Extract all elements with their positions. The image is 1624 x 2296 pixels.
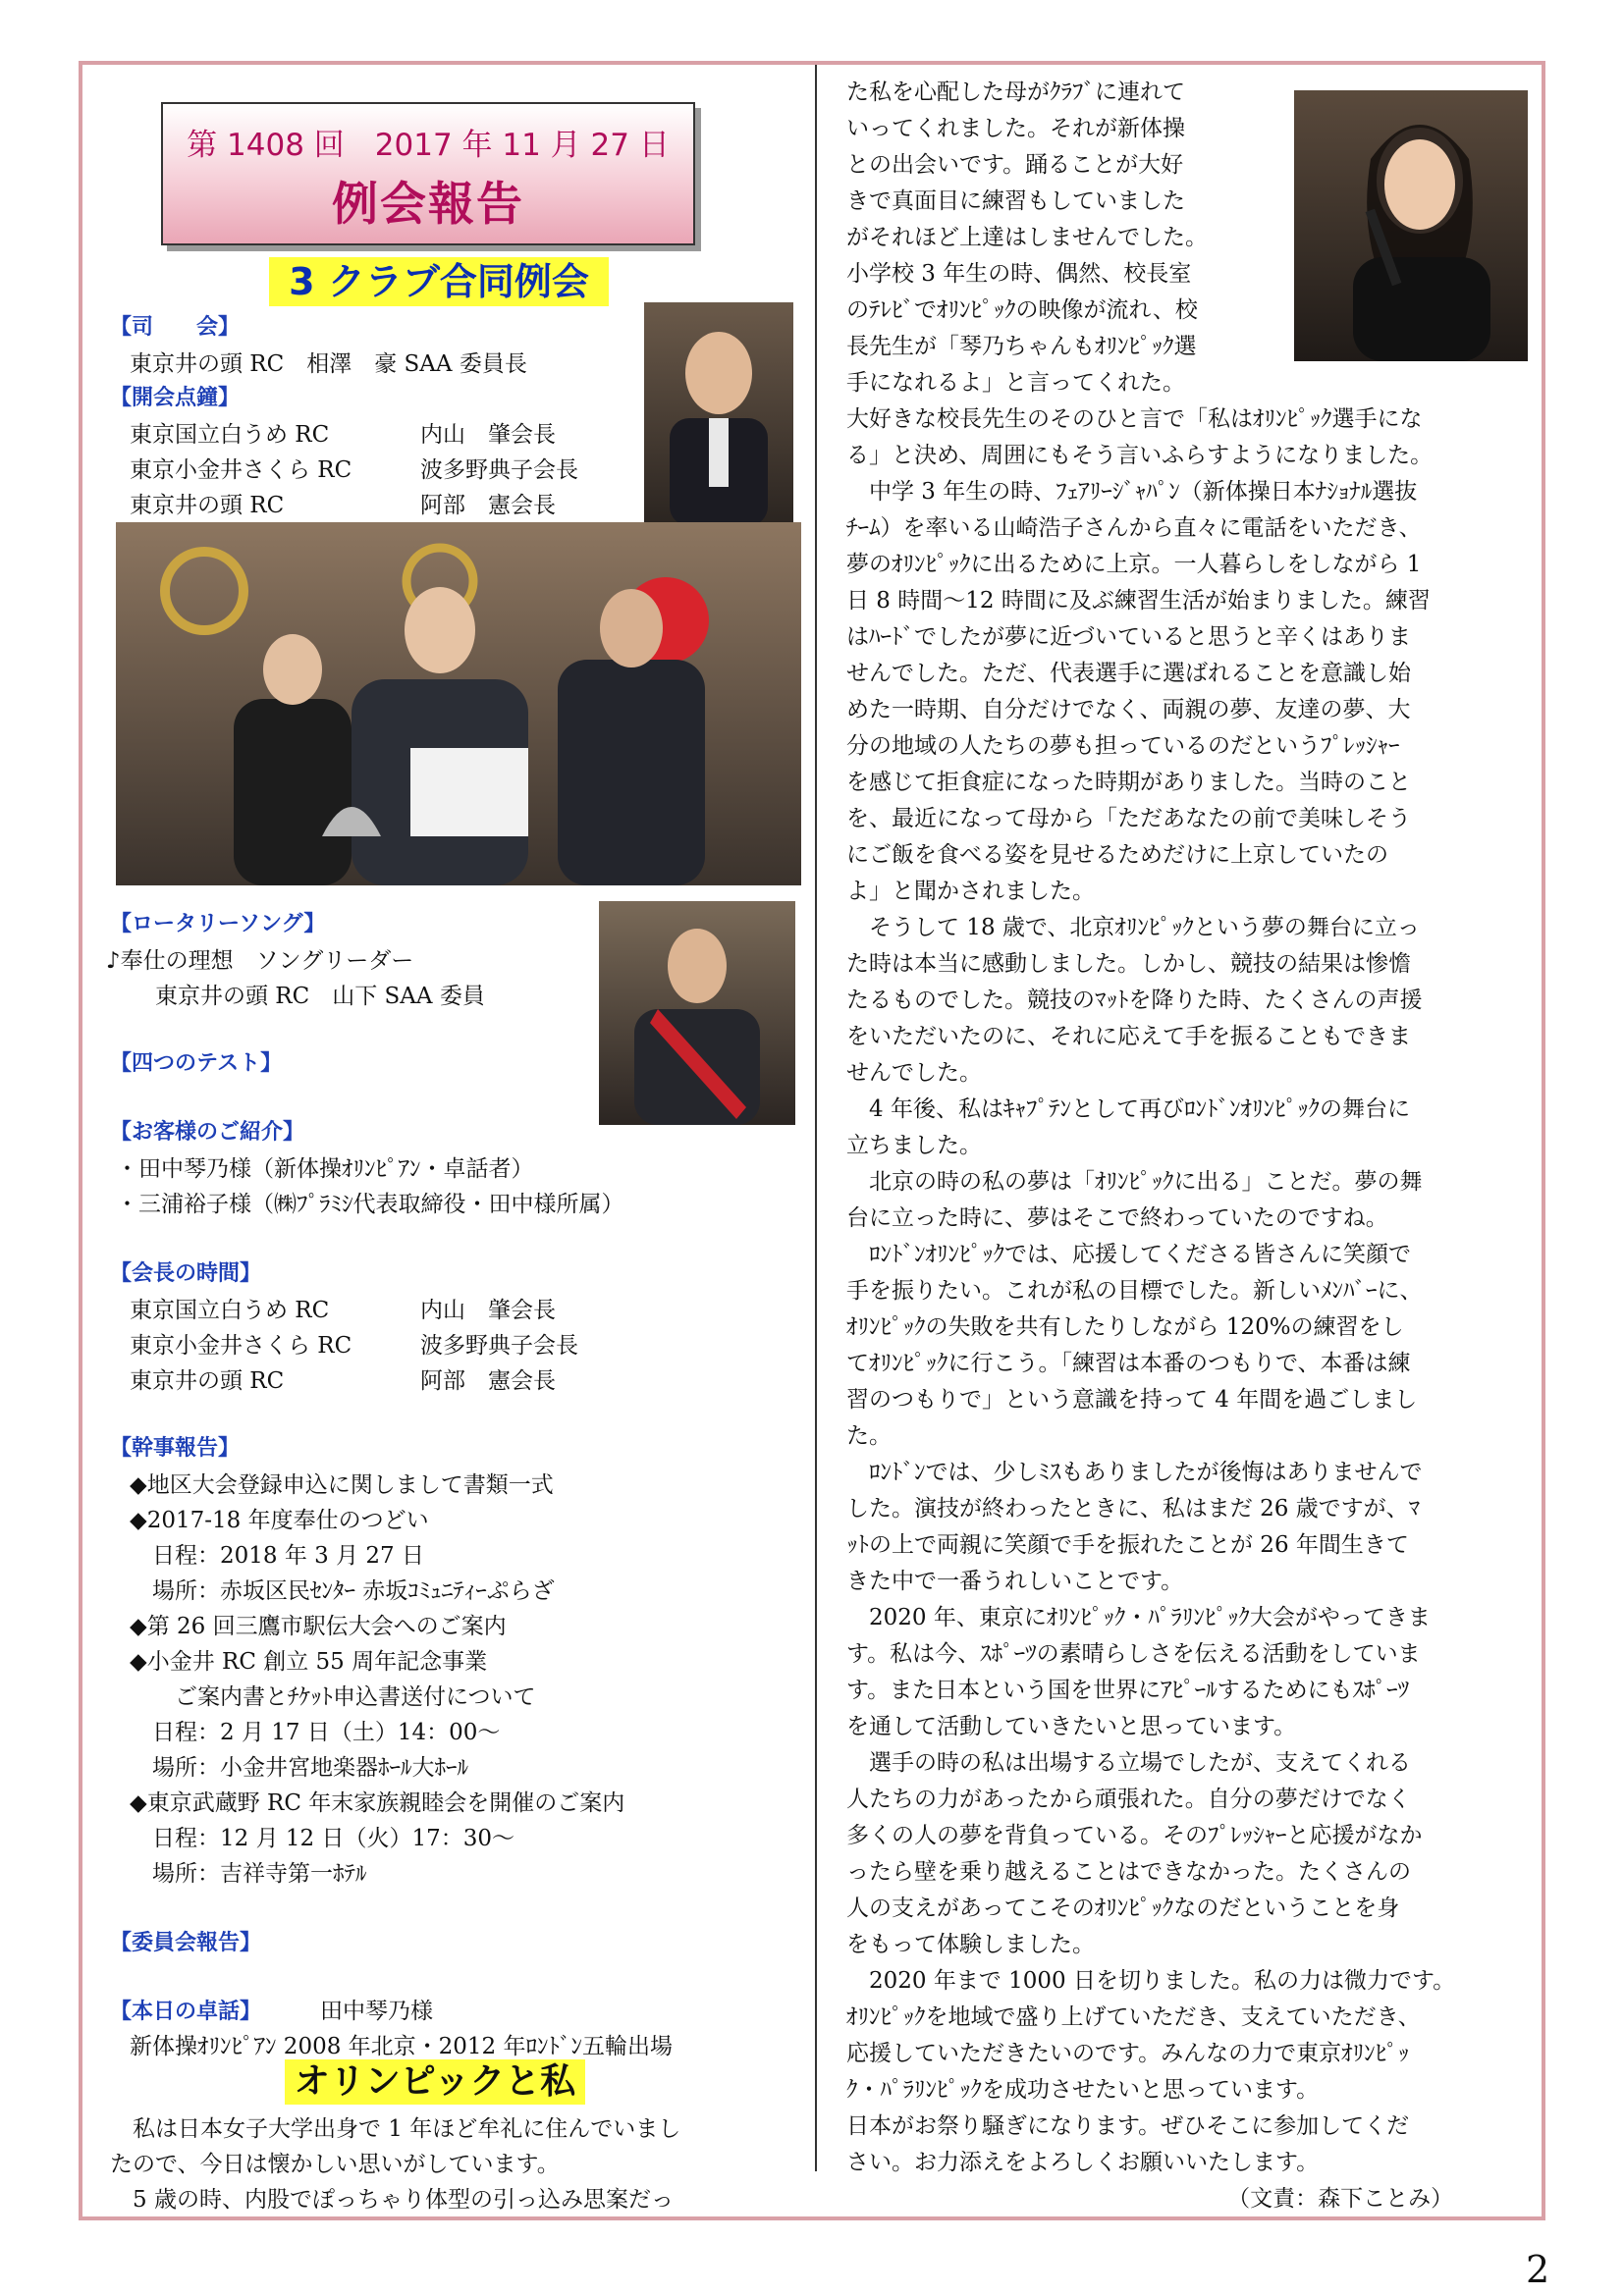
opening-club: 東京国立白うめ RC (130, 422, 330, 448)
author-credit: （文責：森下ことみ） (1227, 2186, 1454, 2212)
joint-meeting-banner: 3 クラブ合同例会 (269, 257, 609, 306)
talk-body-line: 夢のｵﾘﾝﾋﾟｯｸに出るために上京。一人暮らしをしながら 1 (846, 552, 1422, 577)
talk-body-line: せんでした。 (846, 1060, 982, 1086)
opening-club: 東京小金井さくら RC (130, 457, 352, 483)
secretary-line: 場所：吉祥寺第一ﾎﾃﾙ (130, 1861, 367, 1887)
talk-text-line: たので、今日は懐かしい思いがしています。 (110, 2152, 560, 2177)
talk-body-line: をもって体験しました。 (846, 1932, 1095, 1957)
talk-body-line: を感じて拒食症になった時期がありました。当時のこと (846, 770, 1411, 795)
president-person: 内山 肇会長 (420, 1298, 556, 1323)
meeting-number-date: 第 1408 回 2017 年 11 月 27 日 (187, 128, 670, 163)
secretary-line: 日程：2018 年 3 月 27 日 (130, 1543, 424, 1569)
secretary-line: ◆2017-18 年度奉仕のつどい (130, 1508, 429, 1533)
talk-body-line: そうして 18 歳で、北京ｵﾘﾝﾋﾟｯｸという夢の舞台に立っ (846, 915, 1420, 940)
opening-heading: 【開会点鐘】 (110, 386, 241, 410)
emcee-photo (644, 302, 793, 526)
secretary-line: ◆第 26 回三鷹市駅伝大会へのご案内 (130, 1614, 507, 1639)
talk-body-line: ったら壁を乗り越えることはできなかった。たくさんの (846, 1859, 1411, 1885)
host-line: 東京井の頭 RC 相澤 豪 SAA 委員長 (130, 351, 527, 377)
talk-body-line: 小学校 3 年生の時、偶然、校長室 (846, 261, 1192, 287)
secretary-heading: 【幹事報告】 (110, 1436, 241, 1461)
speaker-photo (1294, 90, 1528, 361)
president-time-heading: 【会長の時間】 (110, 1261, 262, 1286)
secretary-line: ◆東京武蔵野 RC 年末家族親睦会を開催のご案内 (130, 1790, 625, 1816)
song-leader-photo (599, 901, 795, 1125)
four-way-test-heading: 【四つのテスト】 (110, 1051, 283, 1076)
talk-body-line: 中学 3 年生の時、ﾌｪｱﾘｰｼﾞｬﾊﾟﾝ（新体操日本ﾅｼｮﾅﾙ選抜 (846, 479, 1418, 505)
talk-body-line: はﾊｰﾄﾞでしたが夢に近づいていると思うと辛くはありま (846, 624, 1411, 650)
talk-body-line: をいただいたのに、それに応えて手を振ることもできま (846, 1024, 1411, 1049)
talk-body-line: いってくれました。それが新体操 (846, 116, 1185, 141)
guest-item: ・田中琴乃様（新体操ｵﾘﾝﾋﾟｱﾝ・卓話者） (116, 1156, 534, 1182)
secretary-line: ◆小金井 RC 創立 55 周年記念事業 (130, 1649, 488, 1675)
talk-body-line: のﾃﾚﾋﾞでｵﾘﾝﾋﾟｯｸの映像が流れ、校 (846, 297, 1198, 323)
opening-person: 内山 肇会長 (420, 422, 556, 448)
talk-body-line: た。 (846, 1423, 892, 1449)
talk-body-line: ﾁｰﾑ）を率いる山崎浩子さんから直々に電話をいただき、 (846, 515, 1422, 541)
talk-speaker-profile: 新体操ｵﾘﾝﾋﾟｱﾝ 2008 年北京・2012 年ﾛﾝﾄﾞﾝ五輪出場 (130, 2034, 673, 2059)
talk-body-line: てｵﾘﾝﾋﾟｯｸに行こう。「練習は本番のつもりで、本番は練 (846, 1351, 1411, 1376)
talk-body-line: ｯﾄの上で両親に笑顔で手を振れたことが 26 年間生きて (846, 1532, 1409, 1558)
talk-body-line: にご飯を食べる姿を見せるためだけに上京していたの (846, 842, 1388, 868)
talk-body-line: せんでした。ただ、代表選手に選ばれることを意識し始 (846, 661, 1411, 686)
talk-body-line: 北京の時の私の夢は「ｵﾘﾝﾋﾟｯｸに出る」ことだ。夢の舞 (846, 1169, 1423, 1195)
guest-item: ・三浦裕子様（㈱ﾌﾟﾗﾐｼ代表取締役・田中様所属） (116, 1192, 624, 1217)
talk-heading: 【本日の卓話】 (110, 2000, 262, 2024)
report-title-box (161, 102, 695, 245)
talk-body-line: 日 8 時間〜12 時間に及ぶ練習生活が始まりました。練習 (846, 588, 1431, 614)
talk-body-line: 応援していただきたいのです。みんなの力で東京ｵﾘﾝﾋﾟｯ (846, 2041, 1410, 2066)
talk-body-line: めた一時期、自分だけでなく、両親の夢、友達の夢、大 (846, 697, 1411, 722)
talk-body-line: た私を心配した母がｸﾗﾌﾞに連れて (846, 80, 1185, 105)
secretary-line: 場所：赤坂区民ｾﾝﾀｰ 赤坂ｺﾐｭﾆﾃｨｰぷらざ (130, 1578, 555, 1604)
talk-body-line: 手を振りたい。これが私の目標でした。新しいﾒﾝﾊﾞｰに、 (846, 1278, 1423, 1304)
host-heading: 【司 会】 (110, 315, 241, 340)
talk-body-line: 2020 年、東京にｵﾘﾝﾋﾟｯｸ・ﾊﾟﾗﾘﾝﾋﾟｯｸ大会がやってきま (846, 1605, 1431, 1630)
song-leader-line: ♪奉仕の理想 ソングリーダー (106, 948, 414, 974)
talk-body-line: ｵﾘﾝﾋﾟｯｸの失敗を共有したりしながら 120%の練習をし (846, 1314, 1404, 1340)
talk-body-line: 人たちの力があったから頑張れた。自分の夢だけでなく (846, 1787, 1411, 1812)
talk-text-line: 私は日本女子大学出身で 1 年ほど牟礼に住んでいまし (110, 2116, 681, 2142)
talk-body-line: 習のつもりで」という意識を持って 4 年間を過ごしまし (846, 1387, 1418, 1413)
report-title: 例会報告 (332, 178, 524, 232)
song-heading: 【ロータリーソング】 (110, 912, 326, 936)
song-leader-figure (599, 901, 795, 1125)
talk-body-line: 日本がお祭り騒ぎになります。ぜひそこに参加してくだ (846, 2113, 1410, 2139)
talk-body-line: る」と決め、周囲にもそう言いふらすようになりました。 (846, 443, 1434, 468)
talk-body-line: がそれほど上達はしませんでした。 (846, 225, 1208, 250)
talk-body-line: た時は本当に感動しました。しかし、競技の結果は惨憺 (846, 951, 1411, 977)
talk-body-line: 選手の時の私は出場する立場でしたが、支えてくれる (846, 1750, 1411, 1776)
bell-ceremony-photo (116, 522, 801, 885)
talk-title: オリンピックと私 (285, 2059, 585, 2105)
talk-body-line: 長先生が「琴乃ちゃんもｵﾘﾝﾋﾟｯｸ選 (846, 334, 1197, 359)
talk-body-line: す。私は今、ｽﾎﾟｰﾂの素晴らしさを伝える活動をしていま (846, 1641, 1421, 1667)
talk-body-line: を、最近になって母から「ただあなたの前で美味しそう (846, 806, 1411, 831)
talk-body-line: との出会いです。踊ることが大好 (846, 152, 1184, 178)
talk-body-lower (846, 401, 1455, 2217)
secretary-line: 日程：12 月 12 日（火）17：30〜 (130, 1826, 514, 1851)
president-club: 東京小金井さくら RC (130, 1333, 352, 1359)
talk-body-line: たるものでした。競技のﾏｯﾄを降りた時、たくさんの声援 (846, 988, 1423, 1013)
secretary-line: ご案内書とﾁｹｯﾄ申込書送付について (130, 1684, 536, 1710)
opening-person: 阿部 憲会長 (420, 493, 556, 518)
talk-body-line: ｸ・ﾊﾟﾗﾘﾝﾋﾟｯｸを成功させたいと思っています。 (846, 2077, 1320, 2103)
talk-body-line: きた中で一番うれしいことです。 (846, 1569, 1184, 1594)
committee-heading: 【委員会報告】 (110, 1931, 262, 1955)
secretary-line: 日程：2 月 17 日（土）14：00〜 (130, 1720, 501, 1745)
president-person: 阿部 憲会長 (420, 1368, 556, 1394)
talk-body-line: した。演技が終わったときに、私はまだ 26 歳ですが、ﾏ (846, 1496, 1421, 1522)
talk-body-line: ﾛﾝﾄﾞﾝｵﾘﾝﾋﾟｯｸでは、応援してくださる皆さんに笑顔で (846, 1242, 1411, 1267)
talk-body-line: を通して活動していきたいと思っています。 (846, 1714, 1297, 1739)
talk-body-line: 大好きな校長先生のそのひと言で「私はｵﾘﾝﾋﾟｯｸ選手にな (846, 406, 1423, 432)
opening-person: 波多野典子会長 (420, 457, 578, 483)
talk-body-upper (846, 75, 1208, 401)
talk-body-line: 多くの人の夢を背負っている。そのﾌﾟﾚｯｼｬｰと応援がなか (846, 1823, 1423, 1848)
talk-body-line: さい。お力添えをよろしくお願いいたします。 (846, 2150, 1320, 2175)
secretary-line: ◆地区大会登録申込に関しまして書類一式 (130, 1472, 554, 1498)
talk-text-line: 5 歳の時、内股でぽっちゃり体型の引っ込み思案だっ (110, 2187, 674, 2213)
talk-body-line: ｵﾘﾝﾋﾟｯｸを地域で盛り上げていただき、支えていただき、 (846, 2004, 1421, 2030)
speaker-figure (1294, 90, 1528, 361)
page-number: 2 (1526, 2248, 1550, 2291)
talk-body-line: す。また日本という国を世界にｱﾋﾟｰﾙするためにもｽﾎﾟｰﾂ (846, 1678, 1410, 1703)
song-leader-name: 東京井の頭 RC 山下 SAA 委員 (155, 984, 485, 1009)
emcee-figure (644, 302, 793, 526)
bell-ceremony-figures (116, 522, 801, 885)
guests-heading: 【お客様のご紹介】 (110, 1120, 305, 1145)
talk-body-line: 立ちました。 (846, 1133, 982, 1158)
president-person: 波多野典子会長 (420, 1333, 578, 1359)
opening-club: 東京井の頭 RC (130, 493, 285, 518)
talk-body-line: 人の支えがあってこそのｵﾘﾝﾋﾟｯｸなのだということを身 (846, 1896, 1400, 1921)
talk-speaker: 田中琴乃様 (320, 1999, 433, 2024)
talk-body-line: 2020 年まで 1000 日を切りました。私の力は微力です。 (846, 1968, 1456, 1994)
talk-body-line: 分の地域の人たちの夢も担っているのだというﾌﾟﾚｯｼｬｰ (846, 733, 1400, 759)
secretary-line: 場所：小金井宮地楽器ﾎｰﾙ大ﾎｰﾙ (130, 1755, 468, 1781)
talk-body-line: 手になれるよ」と言ってくれた。 (846, 370, 1185, 396)
talk-body-line: きで真面目に練習もしていました (846, 188, 1185, 214)
talk-body-line: 台に立った時に、夢はそこで終わっていたのですね。 (846, 1205, 1388, 1231)
talk-body-line: ﾛﾝﾄﾞﾝでは、少しﾐｽもありましたが後悔はありませんで (846, 1460, 1423, 1485)
column-divider (815, 65, 817, 2171)
talk-body-line: 4 年後、私はｷｬﾌﾟﾃﾝとして再びﾛﾝﾄﾞﾝｵﾘﾝﾋﾟｯｸの舞台に (846, 1096, 1410, 1122)
president-club: 東京国立白うめ RC (130, 1298, 330, 1323)
president-club: 東京井の頭 RC (130, 1368, 285, 1394)
talk-body-line: よ」と聞かされました。 (846, 879, 1095, 904)
